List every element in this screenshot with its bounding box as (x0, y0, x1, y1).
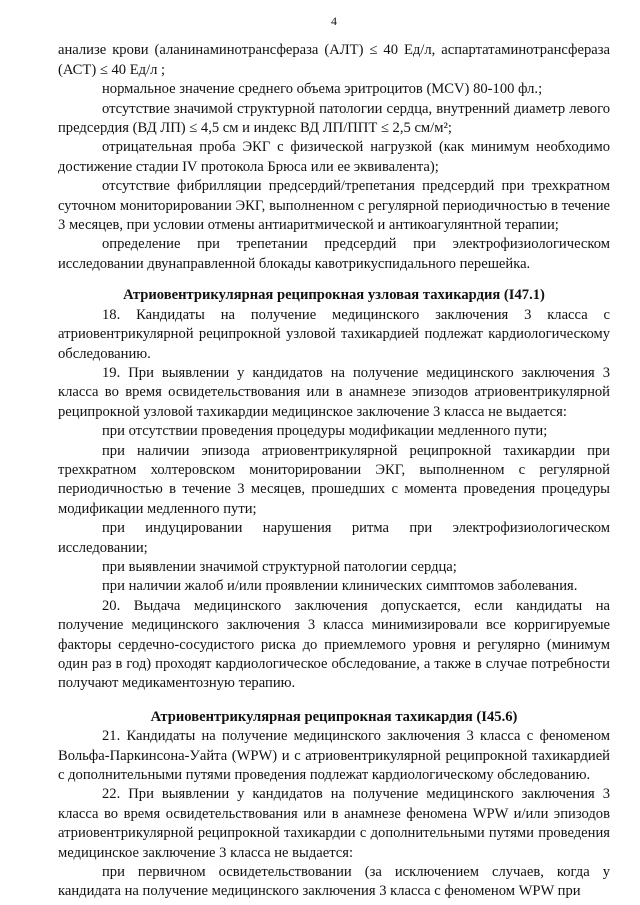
paragraph: при выявлении значимой структурной патологии сердца; (102, 558, 457, 575)
paragraph: при отсутствии проведения процедуры модификации медленного пути; (102, 423, 548, 440)
section-heading: Атриовентрикулярная реципрокная узловая тахикардия (I47.1) (123, 287, 545, 304)
paragraph: 21. Кандидаты на получение медицинского заключения 3 класса с феноменом Вольфа-Паркинсона-Уайта (WPW) и с атриовентрикулярной реципрокной тахикардией с дополнительными путями проведения подлежат кардиологическому обследованию. (58, 728, 610, 784)
paragraph: при наличии эпизода атриовентрикулярной реципрокной тахикардии при трехкратном холтеровском мониторировании ЭКГ, выполненном с регулярной периодичностью в течение 3 месяцев, прошедших с момента проведения процедуры модификации медленного пути; (58, 442, 610, 517)
paragraph: отсутствие значимой структурной патологии сердца, внутренний диаметр левого предсердия (ВД ЛП) ≤ 4,5 см и индекс ВД ЛП/ППТ ≤ 2,5 см/м²; (58, 100, 610, 137)
paragraph: определение при трепетании предсердий при электрофизиологическом исследовании двунаправленной блокады кавотрикуспидального перешейка. (58, 236, 610, 272)
paragraph: 19. При выявлении у кандидатов на получение медицинского заключения 3 класса во время освидетельствования или в анамнезе эпизодов атриовентрикулярной реципрокной узловой тахикардии медицинское заключение 3 класса не выдается: (58, 364, 610, 420)
paragraph: отсутствие фибрилляции предсердий/трепетания предсердий при трехкратном суточном мониторировании ЭКГ, выполненном с регулярной периодичностью в течение 3 месяцев, при условии отмены антиаритмической и антикоагулянтной терапии; (58, 178, 610, 234)
paragraph: при индуцировании нарушения ритма при электрофизиологическом исследовании; (58, 520, 610, 556)
document-body (58, 41, 610, 901)
document-page (58, 12, 610, 902)
paragraph: нормальное значение среднего объема эритроцитов (MCV) 80-100 фл.; (102, 81, 543, 98)
paragraph: анализе крови (аланинаминотрансфераза (АЛТ) ≤ 40 Ед/л, аспартатаминотрансфераза (АСТ) ≤ 40 Ед/л ; (58, 42, 610, 78)
paragraph: 18. Кандидаты на получение медицинского заключения 3 класса с атриовентрикулярной реципрокной узловой тахикардией подлежат кардиологическому обследованию. (58, 306, 610, 362)
paragraph: при наличии жалоб и/или проявлении клинических симптомов заболевания. (102, 578, 578, 595)
paragraph: 20. Выдача медицинского заключения допускается, если кандидаты на получение медицинского заключения 3 класса минимизировали все корригируемые факторы сердечно-сосудистого риска до приемлемого уровня и регулярно (минимум один раз в год) проходят кардиологическое обследование, а также в случае потребности получают медикаментозную терапию. (58, 597, 610, 692)
paragraph: 22. При выявлении у кандидатов на получение медицинского заключения 3 класса во время освидетельствования или в анамнезе феномена WPW и/или эпизодов атриовентрикулярной реципрокной тахикардии с дополнительными путями проведения медицинское заключение 3 класса не выдается: (58, 786, 610, 861)
paragraph: отрицательная проба ЭКГ с физической нагрузкой (как минимум необходимо достижение стадии IV протокола Брюса или ее эквивалента); (58, 139, 610, 175)
section-heading: Атриовентрикулярная реципрокная тахикардия (I45.6) (150, 708, 518, 725)
page-number: 4 (331, 14, 337, 28)
section-spacer (58, 694, 610, 708)
paragraph: при первичном освидетельствовании (за исключением случаев, когда у кандидата на получение медицинского заключения 3 класса с феноменом WPW при (58, 864, 610, 900)
section-spacer (58, 274, 610, 286)
